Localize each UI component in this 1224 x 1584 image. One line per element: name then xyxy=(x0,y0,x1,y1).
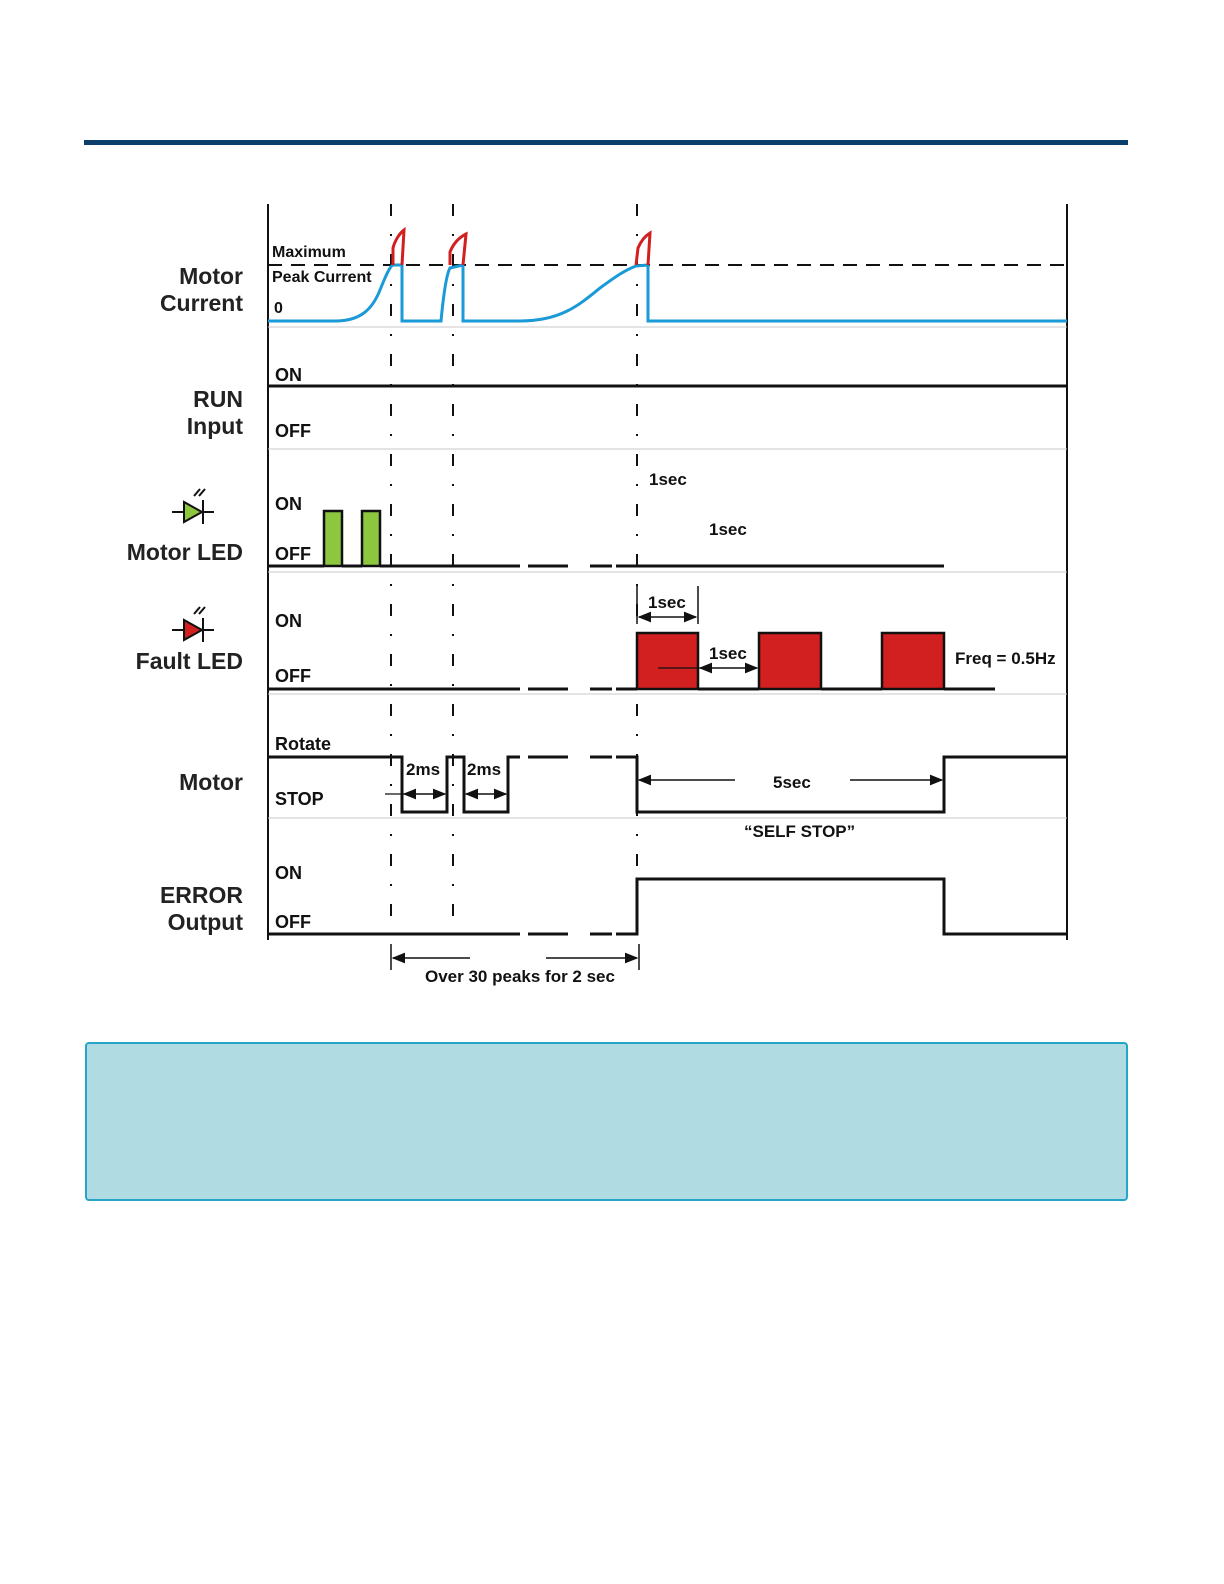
fault-led-off-label: OFF xyxy=(275,666,311,686)
fault-led-on-label: ON xyxy=(275,611,302,631)
error-on-label: ON xyxy=(275,863,302,883)
lane-separators xyxy=(268,327,1067,818)
fault-led-pulse-1 xyxy=(637,633,698,689)
motor-led-pulse-1 xyxy=(324,511,342,566)
fault-led-pulse-3 xyxy=(882,633,944,689)
stop-2ms-a: 2ms xyxy=(406,760,441,779)
run-on-label: ON xyxy=(275,365,302,385)
green-led-icon xyxy=(172,489,214,524)
motor-current-label-1: Motor xyxy=(179,263,243,289)
stop-2ms-b: 2ms xyxy=(467,760,502,779)
fault-on-1sec: 1sec xyxy=(648,593,686,612)
motor-current-trace xyxy=(268,265,1067,321)
motor-stop-label: STOP xyxy=(275,789,324,809)
stop-5sec: 5sec xyxy=(773,773,811,792)
run-input-label-1: RUN xyxy=(193,386,243,412)
peak-spike-3 xyxy=(636,233,650,265)
motor-led-on-label: ON xyxy=(275,494,302,514)
note-box xyxy=(85,1042,1128,1201)
peak-spike-1 xyxy=(393,230,404,265)
motor-signal-tail xyxy=(616,757,1067,812)
motor-led-pulse-2 xyxy=(362,511,380,566)
run-off-label: OFF xyxy=(275,421,311,441)
motor-led-1sec-b: 1sec xyxy=(709,520,747,539)
motor-led-label: Motor LED xyxy=(126,539,243,565)
max-peak-label-2: Peak Current xyxy=(272,269,372,286)
over-peaks-label: Over 30 peaks for 2 sec xyxy=(425,967,615,986)
zero-label: 0 xyxy=(274,300,283,317)
fault-led-pulse-2 xyxy=(759,633,821,689)
max-peak-label-1: Maximum xyxy=(272,244,346,261)
run-input-label-2: Input xyxy=(186,413,243,439)
fault-off-1sec: 1sec xyxy=(709,644,747,663)
error-off-label: OFF xyxy=(275,912,311,932)
fault-led-label: Fault LED xyxy=(135,648,243,674)
motor-led-1sec-a: 1sec xyxy=(649,470,687,489)
motor-current-label-2: Current xyxy=(159,290,243,316)
error-signal xyxy=(616,879,1067,934)
motor-led-off-label: OFF xyxy=(275,544,311,564)
motor-label: Motor xyxy=(179,769,243,795)
self-stop-label: “SELF STOP” xyxy=(744,822,856,841)
motor-rotate-label: Rotate xyxy=(275,734,332,754)
error-output-label-1: ERROR xyxy=(159,882,243,908)
freq-label: Freq = 0.5Hz xyxy=(955,649,1056,668)
red-led-icon xyxy=(172,607,214,642)
error-output-label-2: Output xyxy=(167,909,243,935)
